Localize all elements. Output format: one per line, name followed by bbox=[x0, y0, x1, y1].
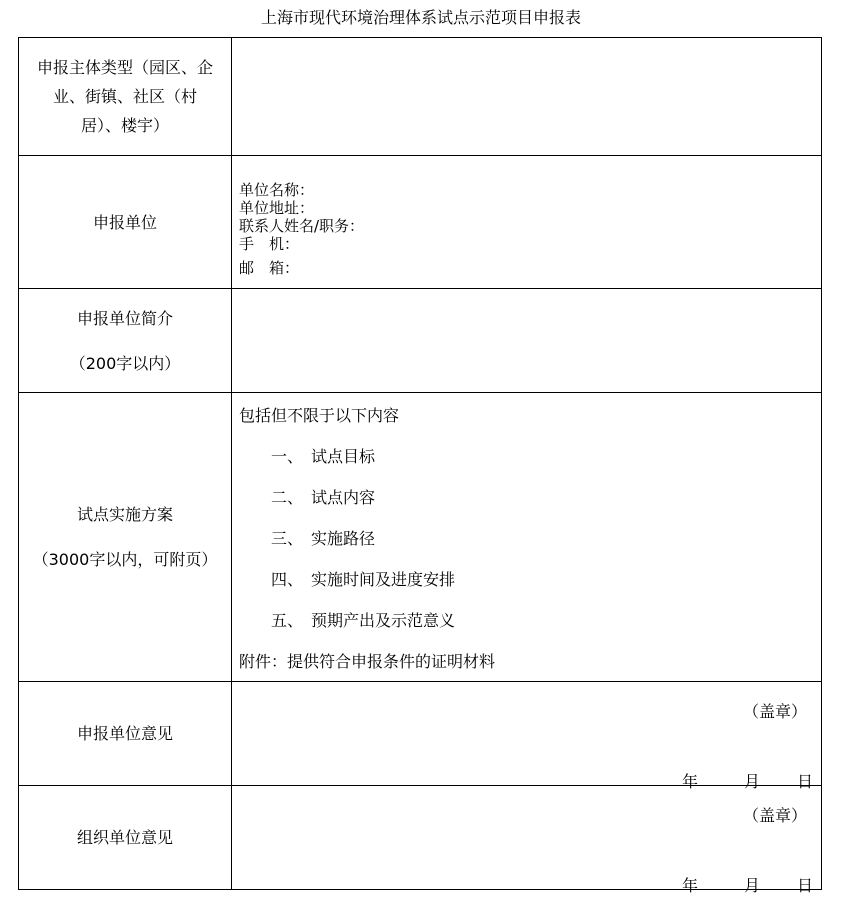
plan-item: 三、 实施路径 bbox=[271, 528, 376, 548]
plan-item: 五、 预期产出及示范意义 bbox=[271, 610, 456, 630]
mobile-field: 手 机： bbox=[239, 234, 300, 253]
month-label: 月 bbox=[743, 772, 760, 791]
day-label: 日 bbox=[796, 876, 813, 895]
label-line: 试点实施方案 bbox=[76, 505, 173, 524]
label-pilot-plan bbox=[19, 393, 232, 682]
label-line: 申报主体类型（园区、企 bbox=[36, 58, 213, 77]
label-note: （3000字以内，可附页） bbox=[32, 550, 218, 569]
year-label: 年 bbox=[681, 876, 698, 895]
field-unit-opinion[interactable] bbox=[232, 682, 822, 791]
row-unit-opinion bbox=[19, 682, 822, 786]
day-label: 日 bbox=[796, 772, 813, 791]
contact-name-field: 联系人姓名/职务： bbox=[239, 216, 365, 235]
row-pilot-plan bbox=[19, 393, 822, 682]
unit-name-field: 单位名称： bbox=[239, 180, 315, 199]
row-org-opinion bbox=[19, 786, 822, 890]
seal-note: （盖章） bbox=[742, 702, 807, 721]
label-applicant-unit: 申报单位 bbox=[19, 156, 232, 289]
row-applicant-type bbox=[19, 38, 822, 156]
year-label: 年 bbox=[681, 772, 698, 791]
field-applicant-unit[interactable] bbox=[232, 156, 822, 289]
row-unit-intro bbox=[19, 289, 822, 393]
label-org-opinion: 组织单位意见 bbox=[19, 786, 232, 890]
label-line: 业、街镇、社区（村 bbox=[52, 87, 197, 106]
label-line: 申报单位简介 bbox=[76, 308, 173, 328]
label-applicant-type bbox=[19, 38, 232, 156]
field-unit-intro[interactable] bbox=[232, 289, 822, 393]
seal-note: （盖章） bbox=[742, 806, 807, 825]
form-title: 上海市现代环境治理体系试点示范项目申报表 bbox=[260, 8, 581, 27]
plan-item: 一、 试点目标 bbox=[271, 446, 376, 466]
date-line bbox=[641, 850, 813, 922]
month-label: 月 bbox=[743, 876, 760, 895]
plan-attachment: 附件：提供符合申报条件的证明材料 bbox=[239, 651, 496, 671]
label-note: （200字以内） bbox=[69, 353, 181, 373]
field-pilot-plan[interactable] bbox=[232, 393, 822, 682]
label-line: 居）、楼宇） bbox=[80, 116, 169, 135]
label-unit-intro bbox=[19, 289, 232, 393]
field-org-opinion[interactable] bbox=[232, 786, 822, 895]
unit-address-field: 单位地址： bbox=[239, 198, 315, 217]
plan-item: 二、 试点内容 bbox=[271, 487, 376, 507]
field-applicant-type[interactable] bbox=[232, 38, 822, 156]
label-unit-opinion: 申报单位意见 bbox=[19, 682, 232, 786]
row-applicant-unit bbox=[19, 156, 822, 289]
plan-intro: 包括但不限于以下内容 bbox=[239, 405, 400, 425]
email-field: 邮 箱： bbox=[239, 258, 300, 277]
application-form-table bbox=[18, 37, 822, 895]
plan-item: 四、 实施时间及进度安排 bbox=[271, 569, 456, 589]
